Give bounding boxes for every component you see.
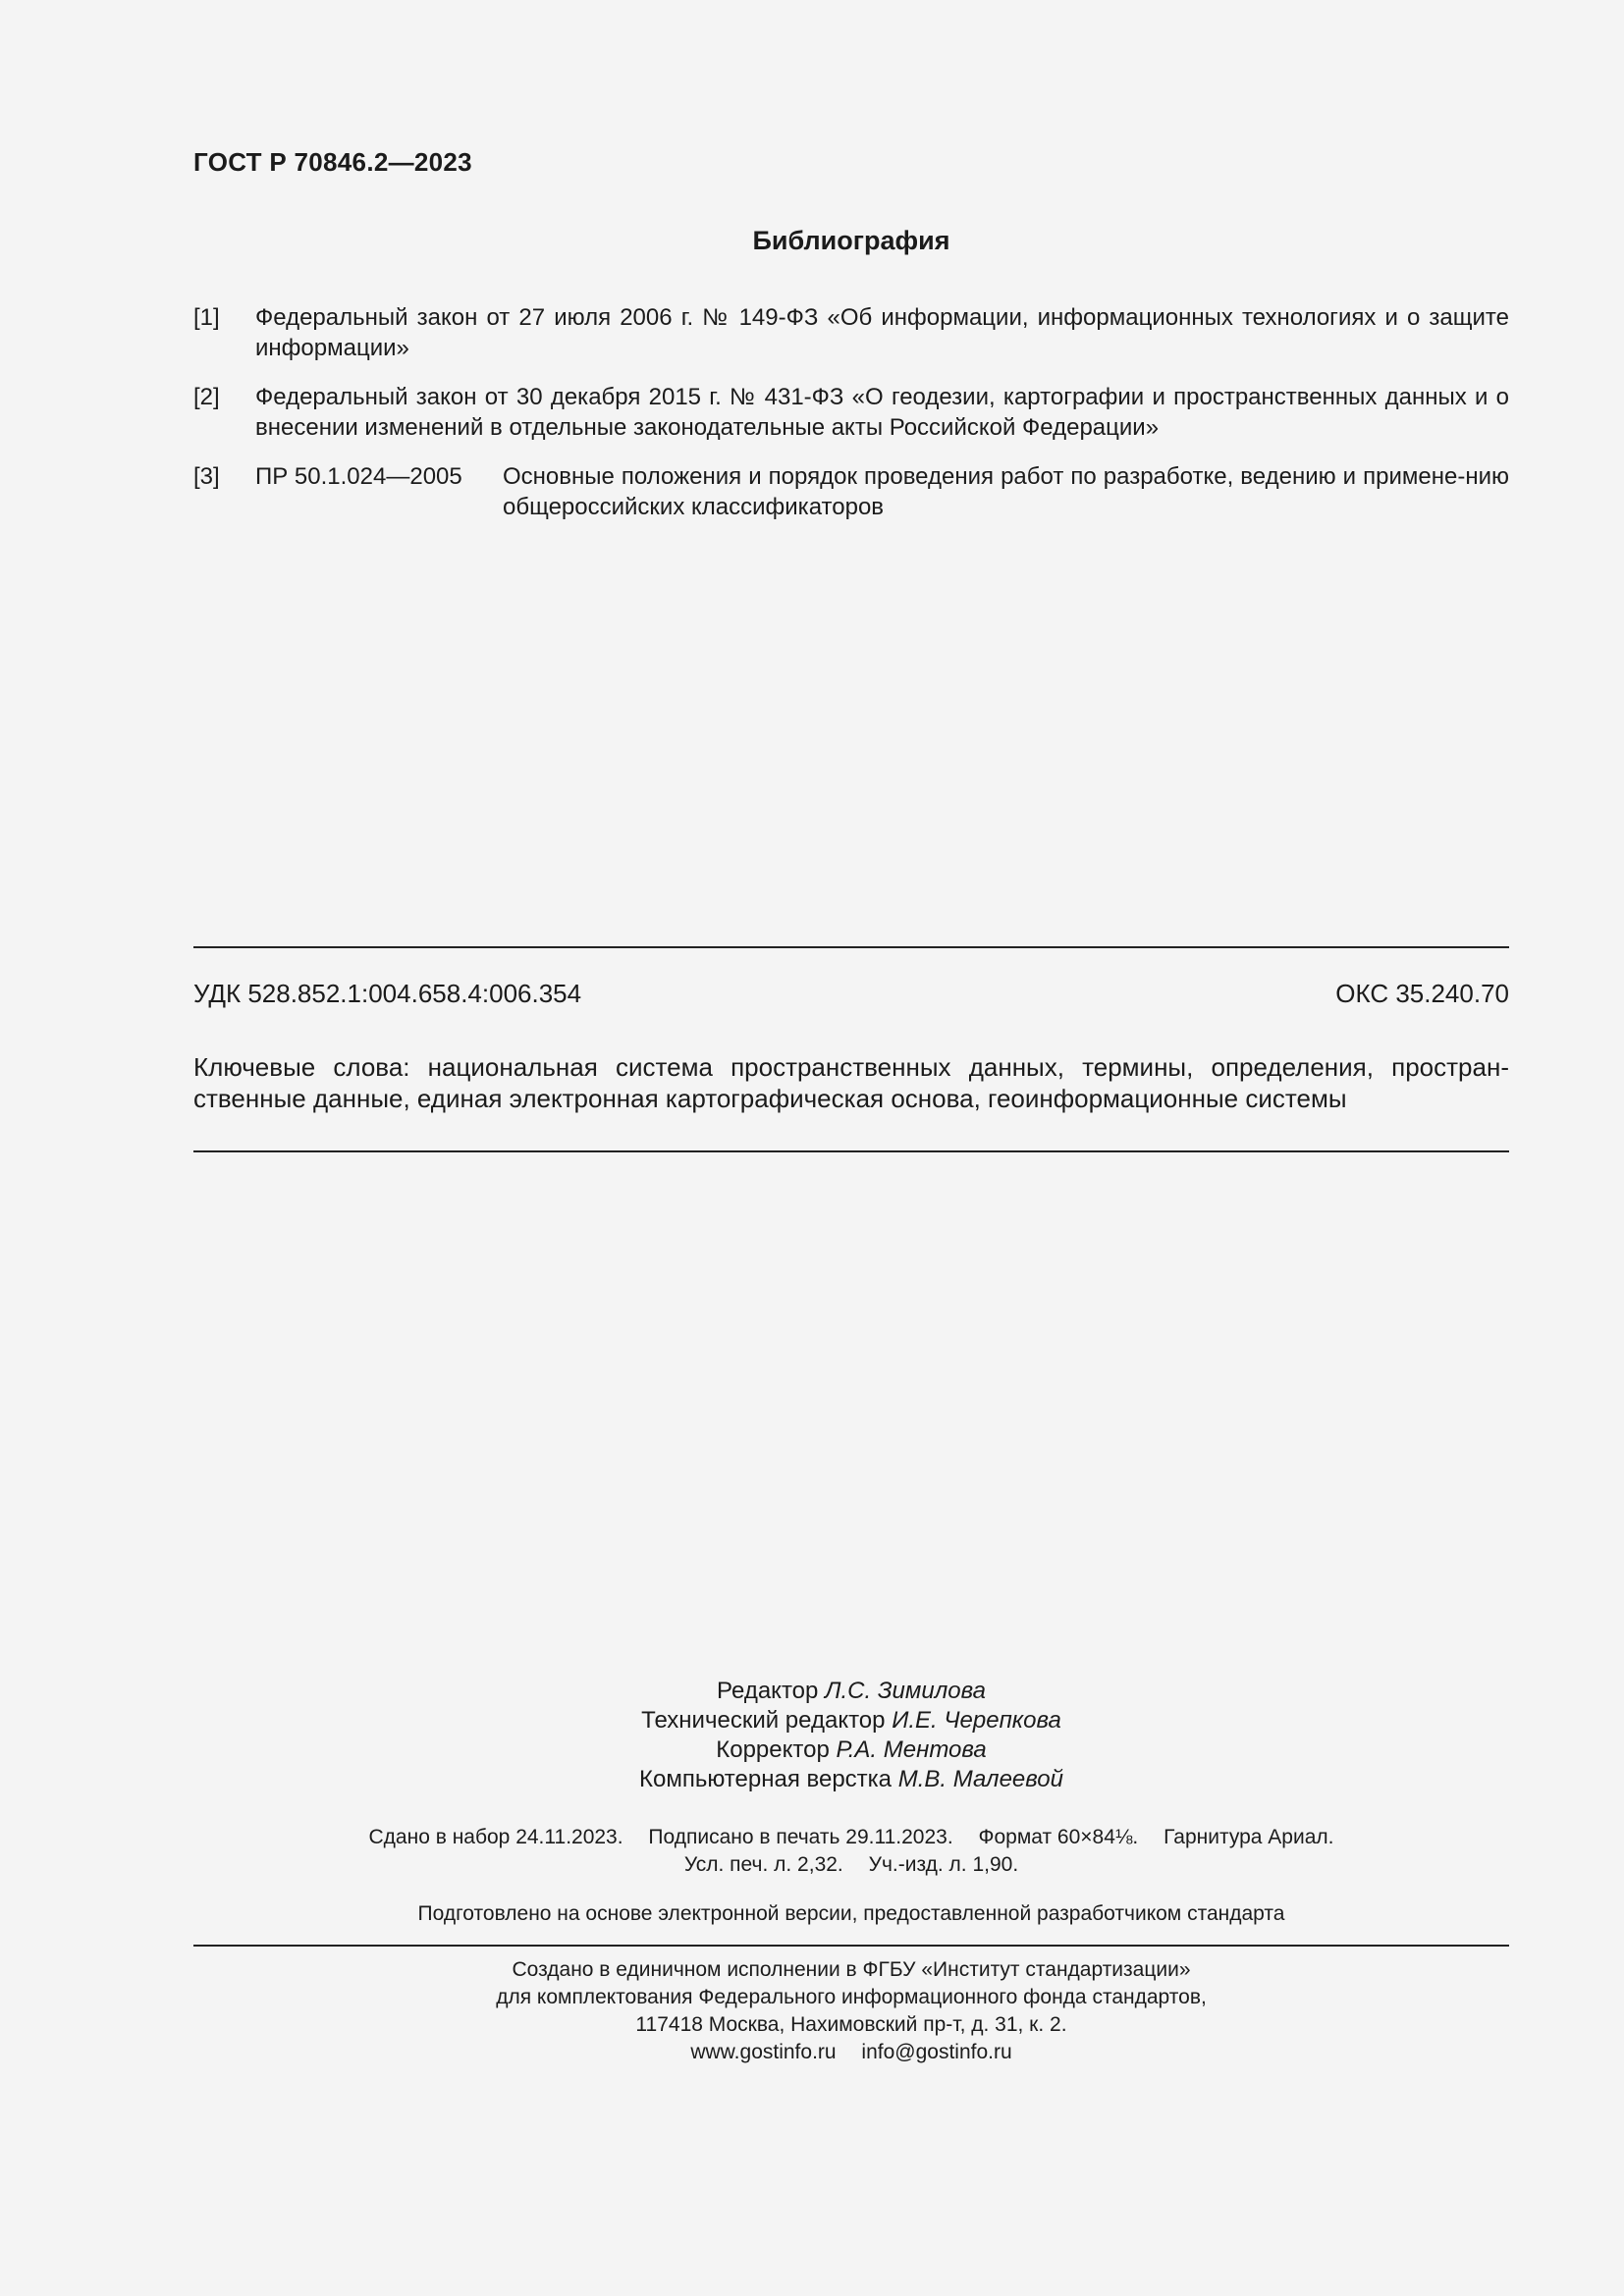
- print-info: [193, 1824, 1509, 1879]
- credit-name: Р.А. Ментова: [836, 1736, 987, 1763]
- bibliography-item: [193, 461, 1509, 522]
- credit-tech-editor: Технический редактор И.Е. Черепкова: [641, 1707, 1061, 1734]
- publisher-line: Создано в единичном исполнении в ФГБУ «Институт стандартизации»: [512, 1958, 1191, 1981]
- publisher-block: [193, 1956, 1509, 2066]
- bibliography-item-number: [3]: [193, 463, 220, 490]
- website-link[interactable]: www.gostinfo.ru: [690, 2041, 837, 2063]
- bibliography-item-text: Основные положения и порядок проведения работ по разработке, ведению и примене-нию общероссийских классификаторов: [503, 463, 1509, 520]
- credit-layout: Компьютерная верстка М.В. Малеевой: [639, 1766, 1063, 1792]
- divider-publisher: [193, 1945, 1509, 1947]
- classification-row: [193, 979, 1509, 1009]
- bibliography-item-text: Федеральный закон от 27 июля 2006 г. № 149-ФЗ «Об информации, информационных технологиях и о защите информации»: [255, 304, 1509, 361]
- udc-code: УДК 528.852.1:004.658.4:006.354: [193, 979, 582, 1008]
- bibliography-title: Библиография: [752, 226, 950, 255]
- publisher-address: 117418 Москва, Нахимовский пр-т, д. 31, к. 2.: [635, 2013, 1067, 2036]
- bibliography-item-number: [1]: [193, 304, 220, 331]
- oks-code: ОКС 35.240.70: [1335, 979, 1509, 1008]
- divider-keywords: [193, 1150, 1509, 1152]
- bibliography-item-code: ПР 50.1.024—2005: [255, 463, 462, 490]
- publisher-line: для комплектования Федерального информационного фонда стандартов,: [496, 1986, 1207, 2008]
- prepared-note: Подготовлено на основе электронной версии, предоставленной разработчиком стандарта: [417, 1902, 1285, 1925]
- credit-editor: Редактор Л.С. Зимилова: [717, 1678, 986, 1704]
- typeface: Гарнитура Ариал.: [1164, 1826, 1334, 1848]
- bibliography-item: [193, 382, 1509, 443]
- document-code: ГОСТ Р 70846.2—2023: [193, 147, 472, 177]
- publishing-sheets: Уч.-изд. л. 1,90.: [868, 1853, 1019, 1876]
- credit-name: Л.С. Зимилова: [825, 1678, 986, 1704]
- keywords: Ключевые слова: национальная система пространственных данных, термины, определения, простран-ственные данные, единая электронная картографическая основа, геоинформационные системы: [193, 1052, 1509, 1113]
- conventional-sheets: Усл. печ. л. 2,32.: [683, 1853, 843, 1876]
- bibliography-item: [193, 302, 1509, 363]
- paper-format: Формат 60×84⅛.: [978, 1826, 1139, 1848]
- credit-name: М.В. Малеевой: [897, 1766, 1063, 1792]
- bibliography-item-text: Федеральный закон от 30 декабря 2015 г. № 431-ФЗ «О геодезии, картографии и пространственных данных и о внесении изменений в отдельные законодательные акты Российской Федерации»: [255, 384, 1509, 441]
- divider-top: [193, 946, 1509, 948]
- bibliography-list: [193, 302, 1509, 541]
- signed-date: Подписано в печать 29.11.2023.: [648, 1826, 953, 1848]
- credit-proofreader: Корректор Р.А. Ментова: [716, 1736, 987, 1763]
- submitted-date: Сдано в набор 24.11.2023.: [368, 1826, 623, 1848]
- credit-name: И.Е. Черепкова: [892, 1707, 1061, 1734]
- email-link[interactable]: info@gostinfo.ru: [861, 2041, 1012, 2063]
- bibliography-item-number: [2]: [193, 384, 220, 410]
- credits-block: [193, 1677, 1509, 1794]
